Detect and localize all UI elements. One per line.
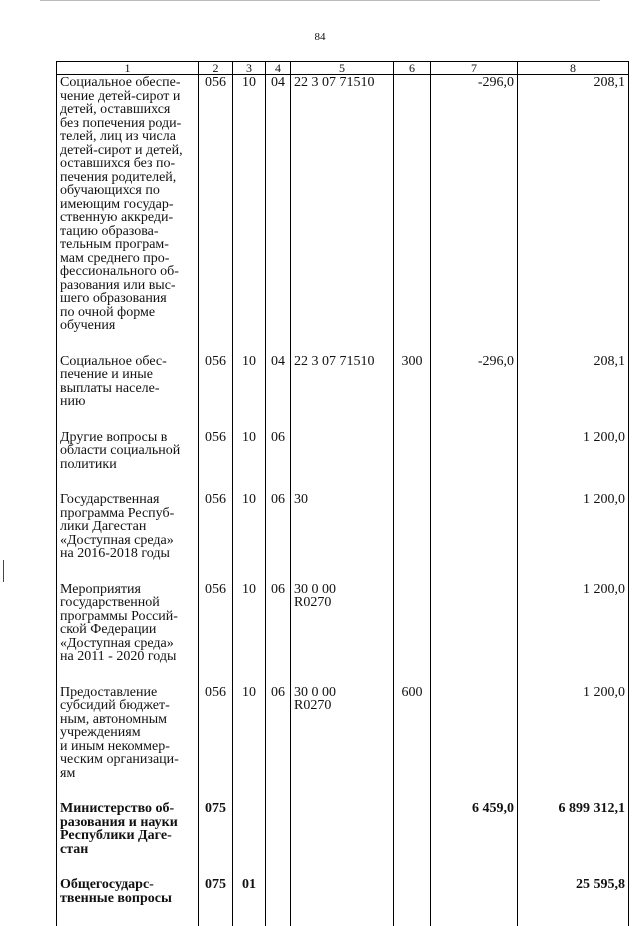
spacer-cell — [291, 905, 394, 926]
row-name-cell: Общегосударс- твенные вопросы — [57, 877, 199, 905]
section-code-cell: 10 — [233, 582, 266, 664]
row-name-cell: Мероприятия государственной программы Россий- ской Федерации «Доступная среда» на 2011 - 2020 годы — [57, 582, 199, 664]
section-code-cell: 10 — [233, 492, 266, 561]
chapter-code-cell: 056 — [199, 75, 233, 333]
spacer-cell — [394, 409, 431, 430]
spacer-cell — [233, 664, 266, 685]
spacer-cell — [518, 471, 629, 492]
table-row — [57, 877, 629, 905]
row-name-cell: Социальное обеспе- чение детей-сирот и детей, оставшихся без попечения роди- телей, лиц из числа детей-сирот и детей, оставшихся без по- печения родителей, обучающихся по имеющим государ- ственную аккреди- тацию образова- тельным програм- мам среднего про- фессионального об- разования или выс- шего образования по очной форме обучения — [57, 75, 199, 333]
row-spacer — [57, 409, 629, 430]
expense-type-cell — [394, 75, 431, 333]
change-amount-cell — [431, 582, 518, 664]
subsection-code-cell — [266, 877, 291, 905]
spacer-cell — [394, 561, 431, 582]
total-amount-cell: 208,1 — [518, 354, 629, 409]
target-article-cell: 30 0 00 R0270 — [291, 582, 394, 664]
section-code-cell: 10 — [233, 685, 266, 781]
target-article-cell — [291, 801, 394, 856]
chapter-code-cell: 075 — [199, 801, 233, 856]
spacer-cell — [233, 780, 266, 801]
chapter-code-cell: 056 — [199, 685, 233, 781]
spacer-cell — [57, 409, 199, 430]
expense-type-cell — [394, 430, 431, 472]
target-article-cell: 22 3 07 71510 — [291, 75, 394, 333]
table-row — [57, 801, 629, 856]
spacer-cell — [57, 471, 199, 492]
expense-type-cell — [394, 492, 431, 561]
spacer-cell — [233, 409, 266, 430]
change-amount-cell — [431, 492, 518, 561]
target-article-cell — [291, 877, 394, 905]
spacer-cell — [431, 780, 518, 801]
spacer-cell — [518, 333, 629, 354]
column-header-7: 7 — [431, 62, 518, 75]
section-code-cell: 10 — [233, 354, 266, 409]
spacer-cell — [199, 471, 233, 492]
subsection-code-cell: 06 — [266, 430, 291, 472]
table-row — [57, 75, 629, 333]
chapter-code-cell: 056 — [199, 582, 233, 664]
spacer-cell — [394, 471, 431, 492]
spacer-cell — [431, 409, 518, 430]
change-amount-cell — [431, 685, 518, 781]
change-amount-cell: -296,0 — [431, 354, 518, 409]
spacer-cell — [394, 664, 431, 685]
spacer-cell — [291, 409, 394, 430]
subsection-code-cell: 04 — [266, 75, 291, 333]
spacer-cell — [57, 561, 199, 582]
subsection-code-cell: 06 — [266, 582, 291, 664]
spacer-cell — [431, 856, 518, 877]
section-code-cell: 10 — [233, 75, 266, 333]
column-header-3: 3 — [233, 62, 266, 75]
spacer-cell — [291, 471, 394, 492]
total-amount-cell: 6 899 312,1 — [518, 801, 629, 856]
chapter-code-cell: 056 — [199, 354, 233, 409]
spacer-cell — [431, 561, 518, 582]
spacer-cell — [291, 856, 394, 877]
column-header-8: 8 — [518, 62, 629, 75]
table-header-row — [57, 62, 629, 75]
row-spacer — [57, 856, 629, 877]
table-row — [57, 354, 629, 409]
subsection-code-cell: 04 — [266, 354, 291, 409]
spacer-cell — [266, 664, 291, 685]
margin-scan-mark — [3, 560, 4, 582]
row-spacer — [57, 664, 629, 685]
spacer-cell — [518, 856, 629, 877]
spacer-cell — [199, 333, 233, 354]
spacer-cell — [431, 905, 518, 926]
spacer-cell — [57, 333, 199, 354]
row-spacer — [57, 333, 629, 354]
spacer-cell — [233, 333, 266, 354]
total-amount-cell: 208,1 — [518, 75, 629, 333]
expense-type-cell — [394, 582, 431, 664]
spacer-cell — [394, 333, 431, 354]
column-header-4: 4 — [266, 62, 291, 75]
table-row — [57, 685, 629, 781]
expense-type-cell — [394, 877, 431, 905]
spacer-cell — [291, 664, 394, 685]
target-article-cell: 22 3 07 71510 — [291, 354, 394, 409]
subsection-code-cell: 06 — [266, 685, 291, 781]
row-spacer — [57, 905, 629, 926]
spacer-cell — [266, 905, 291, 926]
spacer-cell — [199, 409, 233, 430]
spacer-cell — [199, 561, 233, 582]
target-article-cell: 30 0 00 R0270 — [291, 685, 394, 781]
spacer-cell — [291, 780, 394, 801]
spacer-cell — [57, 856, 199, 877]
spacer-cell — [394, 905, 431, 926]
row-spacer — [57, 561, 629, 582]
chapter-code-cell: 056 — [199, 492, 233, 561]
spacer-cell — [266, 471, 291, 492]
spacer-cell — [431, 333, 518, 354]
spacer-cell — [394, 856, 431, 877]
section-code-cell: 01 — [233, 877, 266, 905]
change-amount-cell — [431, 430, 518, 472]
column-header-2: 2 — [199, 62, 233, 75]
total-amount-cell: 1 200,0 — [518, 492, 629, 561]
table-row — [57, 430, 629, 472]
row-name-cell: Государственная программа Респуб- лики Дагестан «Доступная среда» на 2016-2018 годы — [57, 492, 199, 561]
total-amount-cell: 25 595,8 — [518, 877, 629, 905]
expense-type-cell: 600 — [394, 685, 431, 781]
change-amount-cell: -296,0 — [431, 75, 518, 333]
target-article-cell — [291, 430, 394, 472]
row-name-cell: Социальное обес- печение и иные выплаты населе- нию — [57, 354, 199, 409]
column-header-5: 5 — [291, 62, 394, 75]
row-name-cell: Министерство об- разования и науки Республики Даге- стан — [57, 801, 199, 856]
column-header-6: 6 — [394, 62, 431, 75]
section-code-cell — [233, 801, 266, 856]
row-name-cell: Предоставление субсидий бюджет- ным, автономным учреждениям и иным некоммер- ческим организаци- ям — [57, 685, 199, 781]
change-amount-cell — [431, 877, 518, 905]
spacer-cell — [431, 664, 518, 685]
spacer-cell — [518, 664, 629, 685]
spacer-cell — [57, 780, 199, 801]
row-spacer — [57, 780, 629, 801]
total-amount-cell: 1 200,0 — [518, 582, 629, 664]
spacer-cell — [233, 561, 266, 582]
spacer-cell — [57, 664, 199, 685]
change-amount-cell: 6 459,0 — [431, 801, 518, 856]
chapter-code-cell: 075 — [199, 877, 233, 905]
spacer-cell — [291, 333, 394, 354]
row-name-cell: Другие вопросы в области социальной политики — [57, 430, 199, 472]
spacer-cell — [199, 905, 233, 926]
row-spacer — [57, 471, 629, 492]
total-amount-cell: 1 200,0 — [518, 430, 629, 472]
spacer-cell — [233, 471, 266, 492]
budget-table — [56, 61, 629, 926]
spacer-cell — [431, 471, 518, 492]
spacer-cell — [199, 664, 233, 685]
page-number: 84 — [0, 31, 640, 43]
table-row — [57, 582, 629, 664]
spacer-cell — [266, 561, 291, 582]
spacer-cell — [518, 409, 629, 430]
spacer-cell — [266, 409, 291, 430]
spacer-cell — [518, 905, 629, 926]
expense-type-cell — [394, 801, 431, 856]
target-article-cell: 30 — [291, 492, 394, 561]
spacer-cell — [266, 333, 291, 354]
subsection-code-cell: 06 — [266, 492, 291, 561]
total-amount-cell: 1 200,0 — [518, 685, 629, 781]
section-code-cell: 10 — [233, 430, 266, 472]
spacer-cell — [266, 780, 291, 801]
subsection-code-cell — [266, 801, 291, 856]
table-body — [57, 75, 629, 926]
spacer-cell — [57, 905, 199, 926]
spacer-cell — [266, 856, 291, 877]
spacer-cell — [199, 856, 233, 877]
spacer-cell — [518, 561, 629, 582]
chapter-code-cell: 056 — [199, 430, 233, 472]
expense-type-cell: 300 — [394, 354, 431, 409]
spacer-cell — [394, 780, 431, 801]
spacer-cell — [233, 856, 266, 877]
spacer-cell — [233, 905, 266, 926]
spacer-cell — [518, 780, 629, 801]
page-top-edge — [40, 0, 600, 1]
spacer-cell — [199, 780, 233, 801]
column-header-1: 1 — [57, 62, 199, 75]
table-row — [57, 492, 629, 561]
spacer-cell — [291, 561, 394, 582]
